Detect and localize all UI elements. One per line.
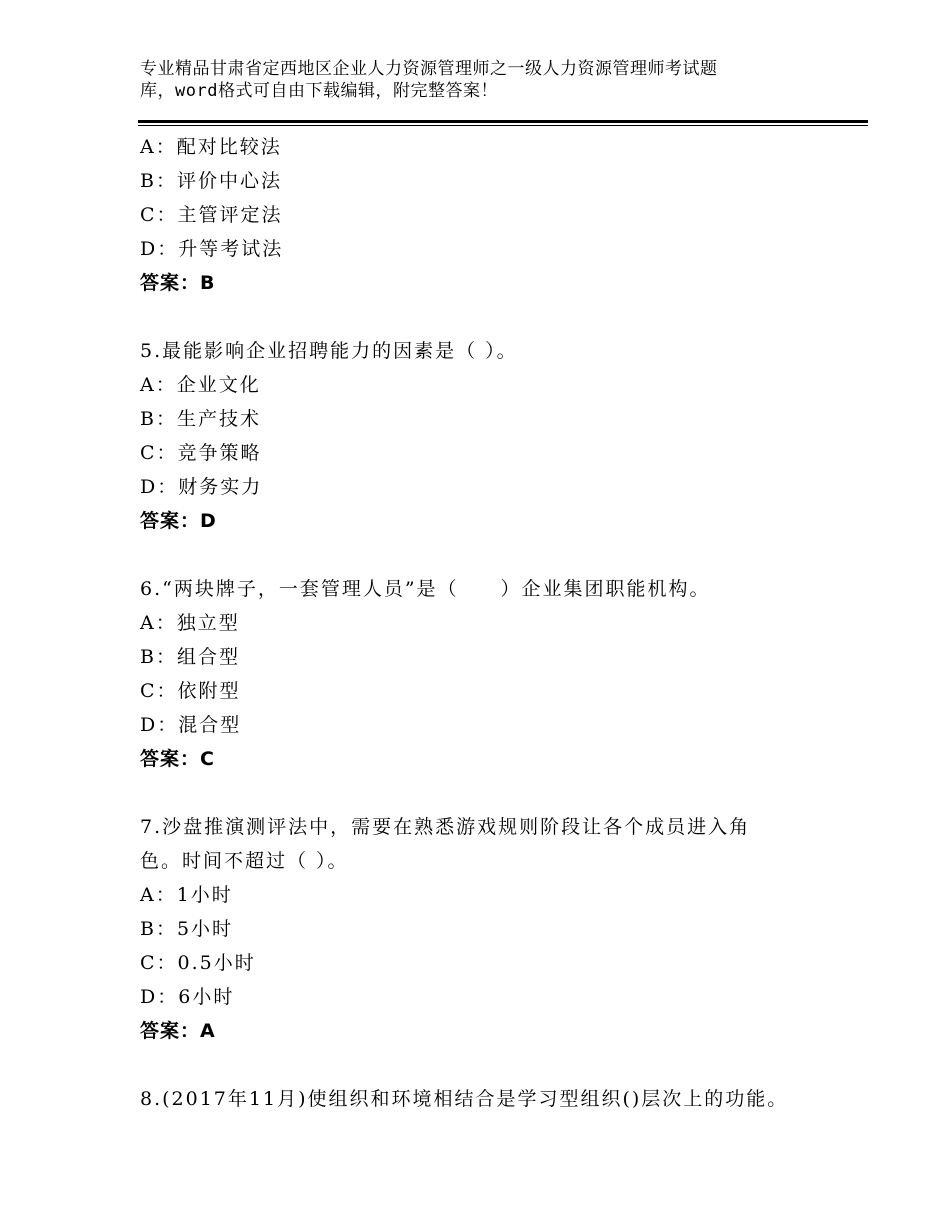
- question-stem: 8.(2017年11月)使组织和环境相结合是学习型组织()层次上的功能。: [140, 1088, 789, 1110]
- option-a: A：配对比较法: [140, 136, 282, 158]
- question-8: [140, 1082, 870, 1116]
- option-c: C：竞争策略: [140, 442, 262, 464]
- option-c: C：0.5小时: [140, 952, 256, 974]
- option-c: C：依附型: [140, 680, 241, 702]
- answer: 答案：C: [140, 748, 215, 770]
- question-stem: 5.最能影响企业招聘能力的因素是（ ）。: [140, 340, 518, 362]
- option-d: D：混合型: [140, 714, 242, 736]
- header-line-1: 专业精品甘肃省定西地区企业人力资源管理师之一级人力资源管理师考试题: [140, 59, 718, 79]
- question-7: [140, 810, 870, 1048]
- option-b: B：生产技术: [140, 408, 261, 430]
- question-5: [140, 334, 870, 538]
- option-b: B：组合型: [140, 646, 240, 668]
- option-a: A：1小时: [140, 884, 233, 906]
- option-a: A：企业文化: [140, 374, 261, 396]
- document-header: [140, 58, 780, 102]
- question-6: [140, 572, 870, 776]
- answer: 答案：A: [140, 1020, 216, 1042]
- question-stem: 6.“两块牌子，一套管理人员”是（ ）企业集团职能机构。: [140, 578, 711, 600]
- spacer: [140, 1048, 870, 1082]
- option-c: C：主管评定法: [140, 204, 283, 226]
- spacer: [140, 776, 870, 810]
- question-stem-line-2: 色。时间不超过（ ）。: [140, 850, 349, 872]
- option-d: D：6小时: [140, 986, 235, 1008]
- answer: 答案：B: [140, 272, 216, 294]
- header-rule-thick: [138, 120, 868, 123]
- question-stem-line-1: 7.沙盘推演测评法中，需要在熟悉游戏规则阶段让各个成员进入角: [140, 816, 751, 838]
- header-line-2: 库，word格式可自由下载编辑，附完整答案！: [140, 81, 498, 101]
- question-4: [140, 130, 870, 300]
- option-d: D：财务实力: [140, 476, 263, 498]
- question-list: [140, 130, 870, 1116]
- option-b: B：5小时: [140, 918, 234, 940]
- spacer: [140, 300, 870, 334]
- option-a: A：独立型: [140, 612, 240, 634]
- spacer: [140, 538, 870, 572]
- option-b: B：评价中心法: [140, 170, 282, 192]
- answer: 答案：D: [140, 510, 217, 532]
- header-rule-thin: [138, 125, 868, 126]
- option-d: D：升等考试法: [140, 238, 284, 260]
